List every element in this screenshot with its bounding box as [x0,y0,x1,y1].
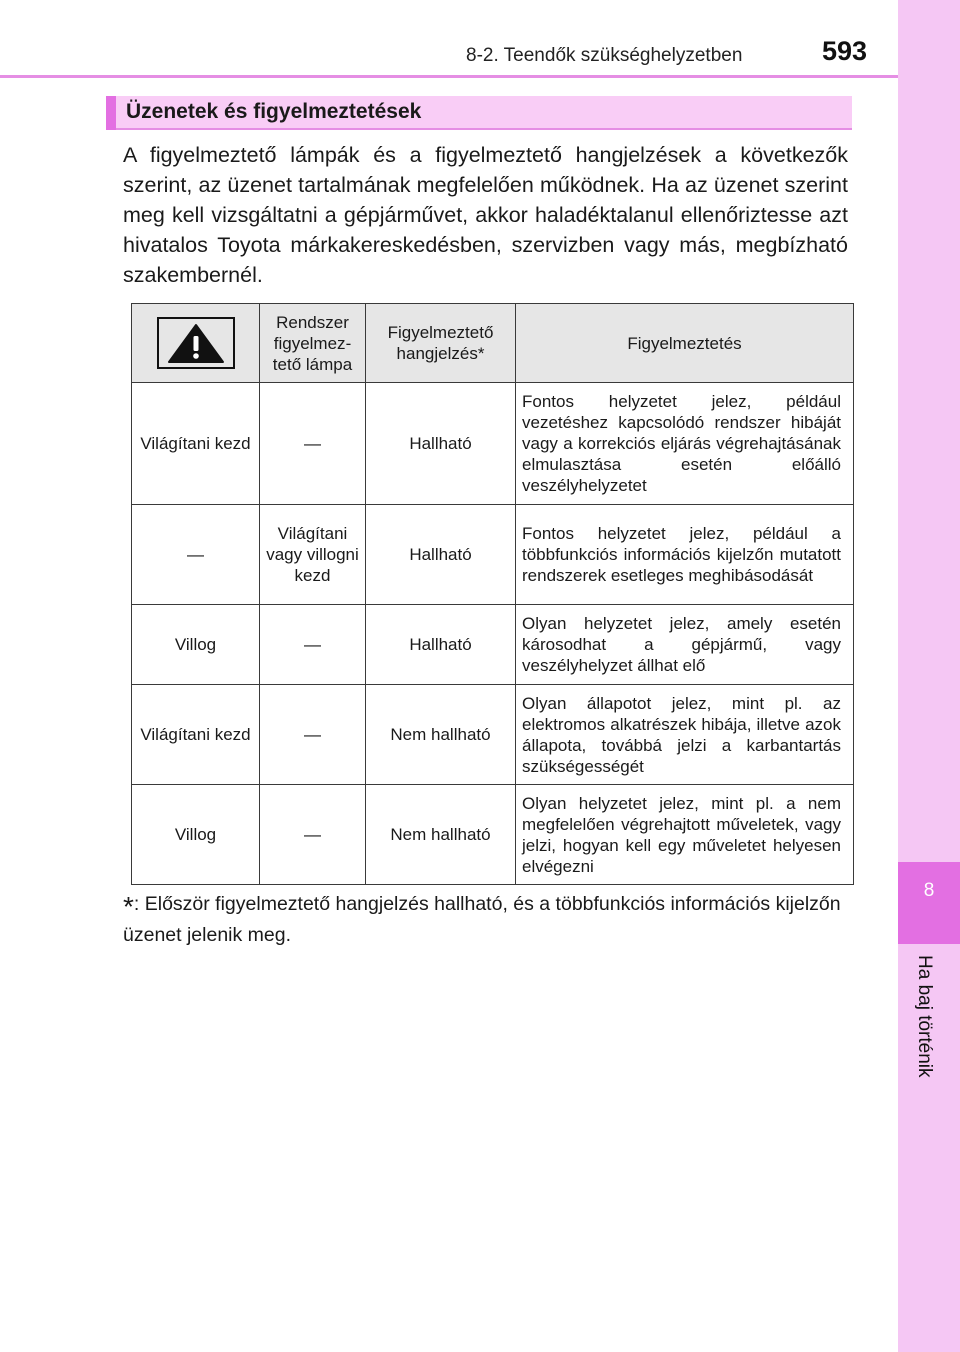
cell-system-lamp: Világítani vagy villogni kezd [260,505,366,605]
cell-indicator: Világítani kezd [132,383,260,505]
cell-warning: Olyan helyzetet jelez, mint pl. a nem megfelelően végrehajtott műveletek, vagy jelzi, hogyan kell egy műveletet helyesen elvégezni [516,785,854,885]
header-icon-cell [132,304,260,383]
table-header-row [132,304,854,383]
table-row [132,383,854,505]
side-tab-label: Ha baj történik [914,955,935,1078]
cell-buzzer: Nem hallható [366,785,516,885]
footnote-text: : Először figyelmeztető hangjelzés hallható, és a többfunkciós információs kijelzőn üzenet jelenik meg. [123,893,841,946]
cell-indicator: — [132,505,260,605]
intro-text: A figyelmeztető lámpák és a figyelmeztető hangjelzések a következők szerint, az üzenet tartalmának megfelelően működnek. Ha az üzenet szerint meg kell vizsgáltatni a gépjárművet, akkor haladéktalanul ellenőriztesse azt hivatalos Toyota márkakereskedésben, szervizben vagy más, megbízható szakembernél. [123,143,848,287]
footnote [123,890,848,949]
header-buzzer: Figyelmeztető hangjelzés* [366,304,516,383]
cell-indicator: Villog [132,605,260,685]
cell-warning: Olyan helyzetet jelez, amely esetén károsodhat a gépjármű, vagy veszélyhelyzet állhat elő [516,605,854,685]
header-warning: Figyelmeztetés [516,304,854,383]
intro-paragraph [123,140,848,290]
table-row [132,505,854,605]
table-row [132,685,854,785]
header-system-lamp: Rendszer figyelmeztető lámpa [260,304,366,383]
cell-indicator: Világítani kezd [132,685,260,785]
table-row [132,785,854,885]
cell-warning: Fontos helyzetet jelez, például vezetéshez kapcsolódó rendszer hibáját vagy a korrekciós eljárás végrehajtásának elmulasztása esetén előálló veszélyhelyzetet [516,383,854,505]
side-tab-active[interactable] [898,862,960,944]
cell-warning: Olyan állapotot jelez, mint pl. az elektromos alkatrészek hibája, illetve azok állapota, továbbá jelzi a karbantartás szükségességét [516,685,854,785]
cell-buzzer: Hallható [366,505,516,605]
page-number: 593 [822,36,868,66]
cell-buzzer: Hallható [366,383,516,505]
cell-indicator: Villog [132,785,260,885]
warning-table [131,303,854,885]
cell-system-lamp: — [260,605,366,685]
cell-system-lamp: — [260,785,366,885]
section-title: Üzenetek és figyelmeztetések [126,100,422,123]
side-tab-number: 8 [923,880,935,901]
footnote-marker: * [123,891,134,922]
cell-warning: Fontos helyzetet jelez, például a többfunkciós információs kijelzőn mutatott rendszerek esetleges meghibásodását [516,505,854,605]
section-header-accent [106,96,116,130]
table-row [132,605,854,685]
side-tab [898,0,960,1352]
cell-system-lamp: — [260,383,366,505]
cell-buzzer: Hallható [366,605,516,685]
cell-buzzer: Nem hallható [366,685,516,785]
warning-triangle-icon [157,317,235,369]
header-rule [0,75,898,78]
cell-system-lamp: — [260,685,366,785]
chapter-title: 8-2. Teendők szükséghelyzetben [466,45,743,66]
